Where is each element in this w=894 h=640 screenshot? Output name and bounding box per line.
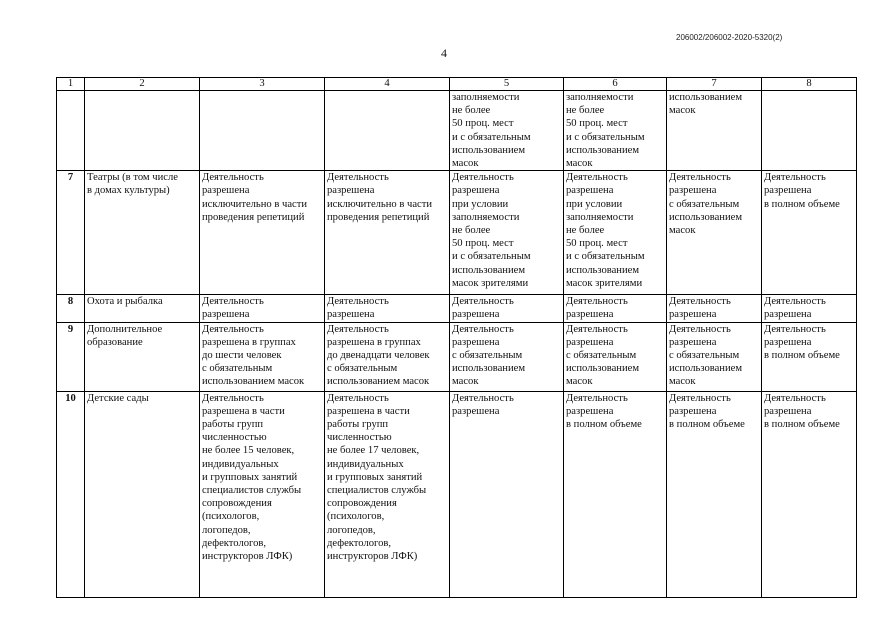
cell-line: разрешена в части [202, 405, 285, 417]
status-cell [564, 295, 667, 322]
cell-line: Деятельность [452, 296, 514, 308]
cell-line: 50 проц. мест [566, 118, 628, 130]
cell-line: исключительно в части [202, 198, 308, 210]
activity-name-cell [85, 391, 200, 597]
table-body [57, 78, 857, 598]
cell-line: использованием [452, 363, 526, 375]
cell-line: и групповых занятий [327, 471, 423, 483]
cell-line: разрешена [452, 185, 500, 197]
cell-line: не более [566, 225, 605, 237]
cell-line: масок [669, 105, 696, 117]
cell-line: Деятельность [764, 323, 826, 335]
cell-line: проведения репетиций [327, 211, 430, 223]
table-row [57, 391, 857, 597]
cell-line: образование [87, 336, 143, 348]
cell-line: с обязательным [202, 363, 273, 375]
cell-line: инструкторов ЛФК) [202, 551, 293, 563]
cell-line: Деятельность [764, 392, 826, 404]
cell-line: разрешена [669, 309, 717, 321]
cell-line: Деятельность [327, 172, 389, 184]
cell-line: логопедов, [202, 524, 251, 536]
cell-line: использованием [566, 264, 640, 276]
activity-name-cell [85, 171, 200, 295]
table-row [57, 171, 857, 295]
status-cell [564, 391, 667, 597]
cell-line: 50 проц. мест [566, 238, 628, 250]
status-cell [450, 295, 564, 322]
cell-line: заполняемости [452, 92, 520, 103]
cell-line: в полном объеме [764, 350, 840, 362]
cell-line: разрешена [669, 185, 717, 197]
cell-line: использованием [452, 144, 526, 156]
column-header: 8 [762, 78, 857, 91]
cell-line: Деятельность [566, 323, 628, 335]
cell-line: до шести человек [202, 350, 282, 362]
cell-line: использованием [669, 211, 743, 223]
cell-line: работы групп [202, 419, 264, 431]
cell-line: Деятельность [327, 392, 389, 404]
cell-line: разрешена [669, 336, 717, 348]
cell-line: использованием [566, 144, 640, 156]
cell-line: сопровождения [202, 498, 272, 510]
status-cell [325, 171, 450, 295]
cell-line: с обязательным [452, 350, 523, 362]
cell-line: в домах культуры) [87, 185, 170, 197]
cell-line: в полном объеме [764, 419, 840, 431]
cell-line: до двенадцати человек [327, 350, 430, 362]
cell-line: заполняемости [566, 92, 634, 103]
status-cell [325, 91, 450, 171]
cell-line: численностью [202, 432, 267, 444]
cell-line: индивидуальных [202, 458, 279, 470]
row-number: 10 [57, 391, 85, 597]
cell-line: не более [452, 225, 491, 237]
cell-line: масок [566, 376, 593, 388]
status-cell [325, 295, 450, 322]
cell-line: (психологов, [327, 511, 385, 523]
cell-line: специалистов службы [327, 485, 427, 497]
row-number: 8 [57, 295, 85, 322]
cell-line: Деятельность [452, 172, 514, 184]
cell-line: исключительно в части [327, 198, 433, 210]
cell-line: и с обязательным [452, 251, 531, 263]
cell-line: Деятельность [202, 392, 264, 404]
status-cell [564, 171, 667, 295]
cell-line: с обязательным [669, 198, 740, 210]
column-header: 7 [667, 78, 762, 91]
status-cell [667, 322, 762, 391]
cell-line: с обязательным [327, 363, 398, 375]
cell-line: с обязательным [566, 350, 637, 362]
cell-line: численностью [327, 432, 392, 444]
cell-line: разрешена [452, 309, 500, 321]
cell-line: логопедов, [327, 524, 376, 536]
cell-line: не более [452, 105, 491, 117]
cell-line: разрешена [452, 405, 500, 417]
cell-line: не более 15 человек, [202, 445, 295, 457]
status-cell [450, 91, 564, 171]
cell-line: не более [566, 105, 605, 117]
cell-line: Дополнительное [87, 323, 163, 335]
cell-line: использованием [452, 264, 526, 276]
table-row [57, 322, 857, 391]
table-row [57, 91, 857, 171]
activity-name-cell [85, 91, 200, 171]
cell-line: Деятельность [764, 172, 826, 184]
status-cell [762, 391, 857, 597]
status-cell [667, 171, 762, 295]
cell-line: инструкторов ЛФК) [327, 551, 418, 563]
cell-line: сопровождения [327, 498, 397, 510]
cell-line: разрешена в части [327, 405, 410, 417]
column-header: 5 [450, 78, 564, 91]
cell-line: Деятельность [202, 296, 264, 308]
cell-line: заполняемости [566, 211, 634, 223]
cell-line: использованием [669, 363, 743, 375]
cell-line: разрешена [327, 309, 375, 321]
cell-line: масок зрителями [452, 277, 529, 289]
cell-line: масок [452, 376, 479, 388]
column-header: 2 [85, 78, 200, 91]
status-cell [564, 91, 667, 171]
column-header: 1 [57, 78, 85, 91]
cell-line: разрешена [764, 309, 812, 321]
status-cell [200, 91, 325, 171]
cell-line: разрешена [566, 185, 614, 197]
cell-line: дефектологов, [202, 537, 267, 549]
cell-line: Деятельность [566, 172, 628, 184]
status-cell [762, 322, 857, 391]
status-cell [762, 91, 857, 171]
cell-line: Деятельность [327, 296, 389, 308]
measures-table [56, 77, 857, 598]
cell-line: разрешена [764, 405, 812, 417]
cell-line: Деятельность [452, 323, 514, 335]
cell-line: разрешена [566, 336, 614, 348]
activity-name-cell [85, 295, 200, 322]
cell-line: в полном объеме [669, 419, 745, 431]
cell-line: заполняемости [452, 211, 520, 223]
status-cell [450, 391, 564, 597]
cell-line: в полном объеме [566, 419, 642, 431]
row-number: 9 [57, 322, 85, 391]
status-cell [667, 391, 762, 597]
status-cell [762, 171, 857, 295]
status-cell [325, 322, 450, 391]
cell-line: использованием масок [202, 376, 305, 388]
cell-line: масок [566, 158, 593, 170]
cell-line: Театры (в том числе [87, 172, 178, 184]
cell-line: в полном объеме [764, 198, 840, 210]
cell-line: Деятельность [327, 323, 389, 335]
document-id: 206002/206002-2020-5320(2) [676, 33, 783, 42]
row-number: 7 [57, 171, 85, 295]
cell-line: специалистов службы [202, 485, 302, 497]
column-header: 6 [564, 78, 667, 91]
cell-line: (психологов, [202, 511, 260, 523]
status-cell [762, 295, 857, 322]
cell-line: использованием [669, 92, 743, 103]
cell-line: 50 проц. мест [452, 238, 514, 250]
cell-line: разрешена [202, 309, 250, 321]
cell-line: масок [669, 225, 696, 237]
activity-name-cell [85, 322, 200, 391]
cell-line: при условии [452, 198, 509, 210]
cell-line: разрешена [202, 185, 250, 197]
cell-line: Охота и рыбалка [87, 296, 163, 308]
cell-line: и с обязательным [566, 251, 645, 263]
cell-line: масок [669, 376, 696, 388]
cell-line: разрешена [566, 405, 614, 417]
cell-line: использованием масок [327, 376, 430, 388]
cell-line: работы групп [327, 419, 389, 431]
cell-line: разрешена в группах [202, 336, 296, 348]
cell-line: Деятельность [452, 392, 514, 404]
cell-line: Деятельность [669, 323, 731, 335]
cell-line: при условии [566, 198, 623, 210]
cell-line: Детские сады [87, 392, 149, 404]
cell-line: использованием [566, 363, 640, 375]
status-cell [450, 171, 564, 295]
cell-line: разрешена в группах [327, 336, 421, 348]
table-row [57, 295, 857, 322]
column-header: 4 [325, 78, 450, 91]
cell-line: разрешена [669, 405, 717, 417]
cell-line: разрешена [327, 185, 375, 197]
column-header: 3 [200, 78, 325, 91]
cell-line: Деятельность [566, 296, 628, 308]
cell-line: масок зрителями [566, 277, 643, 289]
status-cell [200, 322, 325, 391]
status-cell [200, 391, 325, 597]
cell-line: 50 проц. мест [452, 118, 514, 130]
cell-line: проведения репетиций [202, 211, 305, 223]
status-cell [450, 322, 564, 391]
cell-line: разрешена [764, 336, 812, 348]
cell-line: и с обязательным [566, 131, 645, 143]
cell-line: разрешена [764, 185, 812, 197]
cell-line: не более 17 человек, [327, 445, 420, 457]
status-cell [200, 295, 325, 322]
status-cell [564, 322, 667, 391]
cell-line: Деятельность [764, 296, 826, 308]
cell-line: и групповых занятий [202, 471, 298, 483]
cell-line: Деятельность [202, 323, 264, 335]
cell-line: Деятельность [669, 172, 731, 184]
cell-line: и с обязательным [452, 131, 531, 143]
cell-line: разрешена [566, 309, 614, 321]
cell-line: с обязательным [669, 350, 740, 362]
status-cell [325, 391, 450, 597]
row-number [57, 91, 85, 171]
cell-line: Деятельность [669, 392, 731, 404]
table-header-row [57, 78, 857, 91]
status-cell [667, 91, 762, 171]
cell-line: разрешена [452, 336, 500, 348]
cell-line: Деятельность [566, 392, 628, 404]
cell-line: масок [452, 158, 479, 170]
cell-line: индивидуальных [327, 458, 404, 470]
status-cell [667, 295, 762, 322]
cell-line: дефектологов, [327, 537, 392, 549]
page-number: 4 [441, 46, 447, 60]
cell-line: Деятельность [669, 296, 731, 308]
status-cell [200, 171, 325, 295]
cell-line: Деятельность [202, 172, 264, 184]
